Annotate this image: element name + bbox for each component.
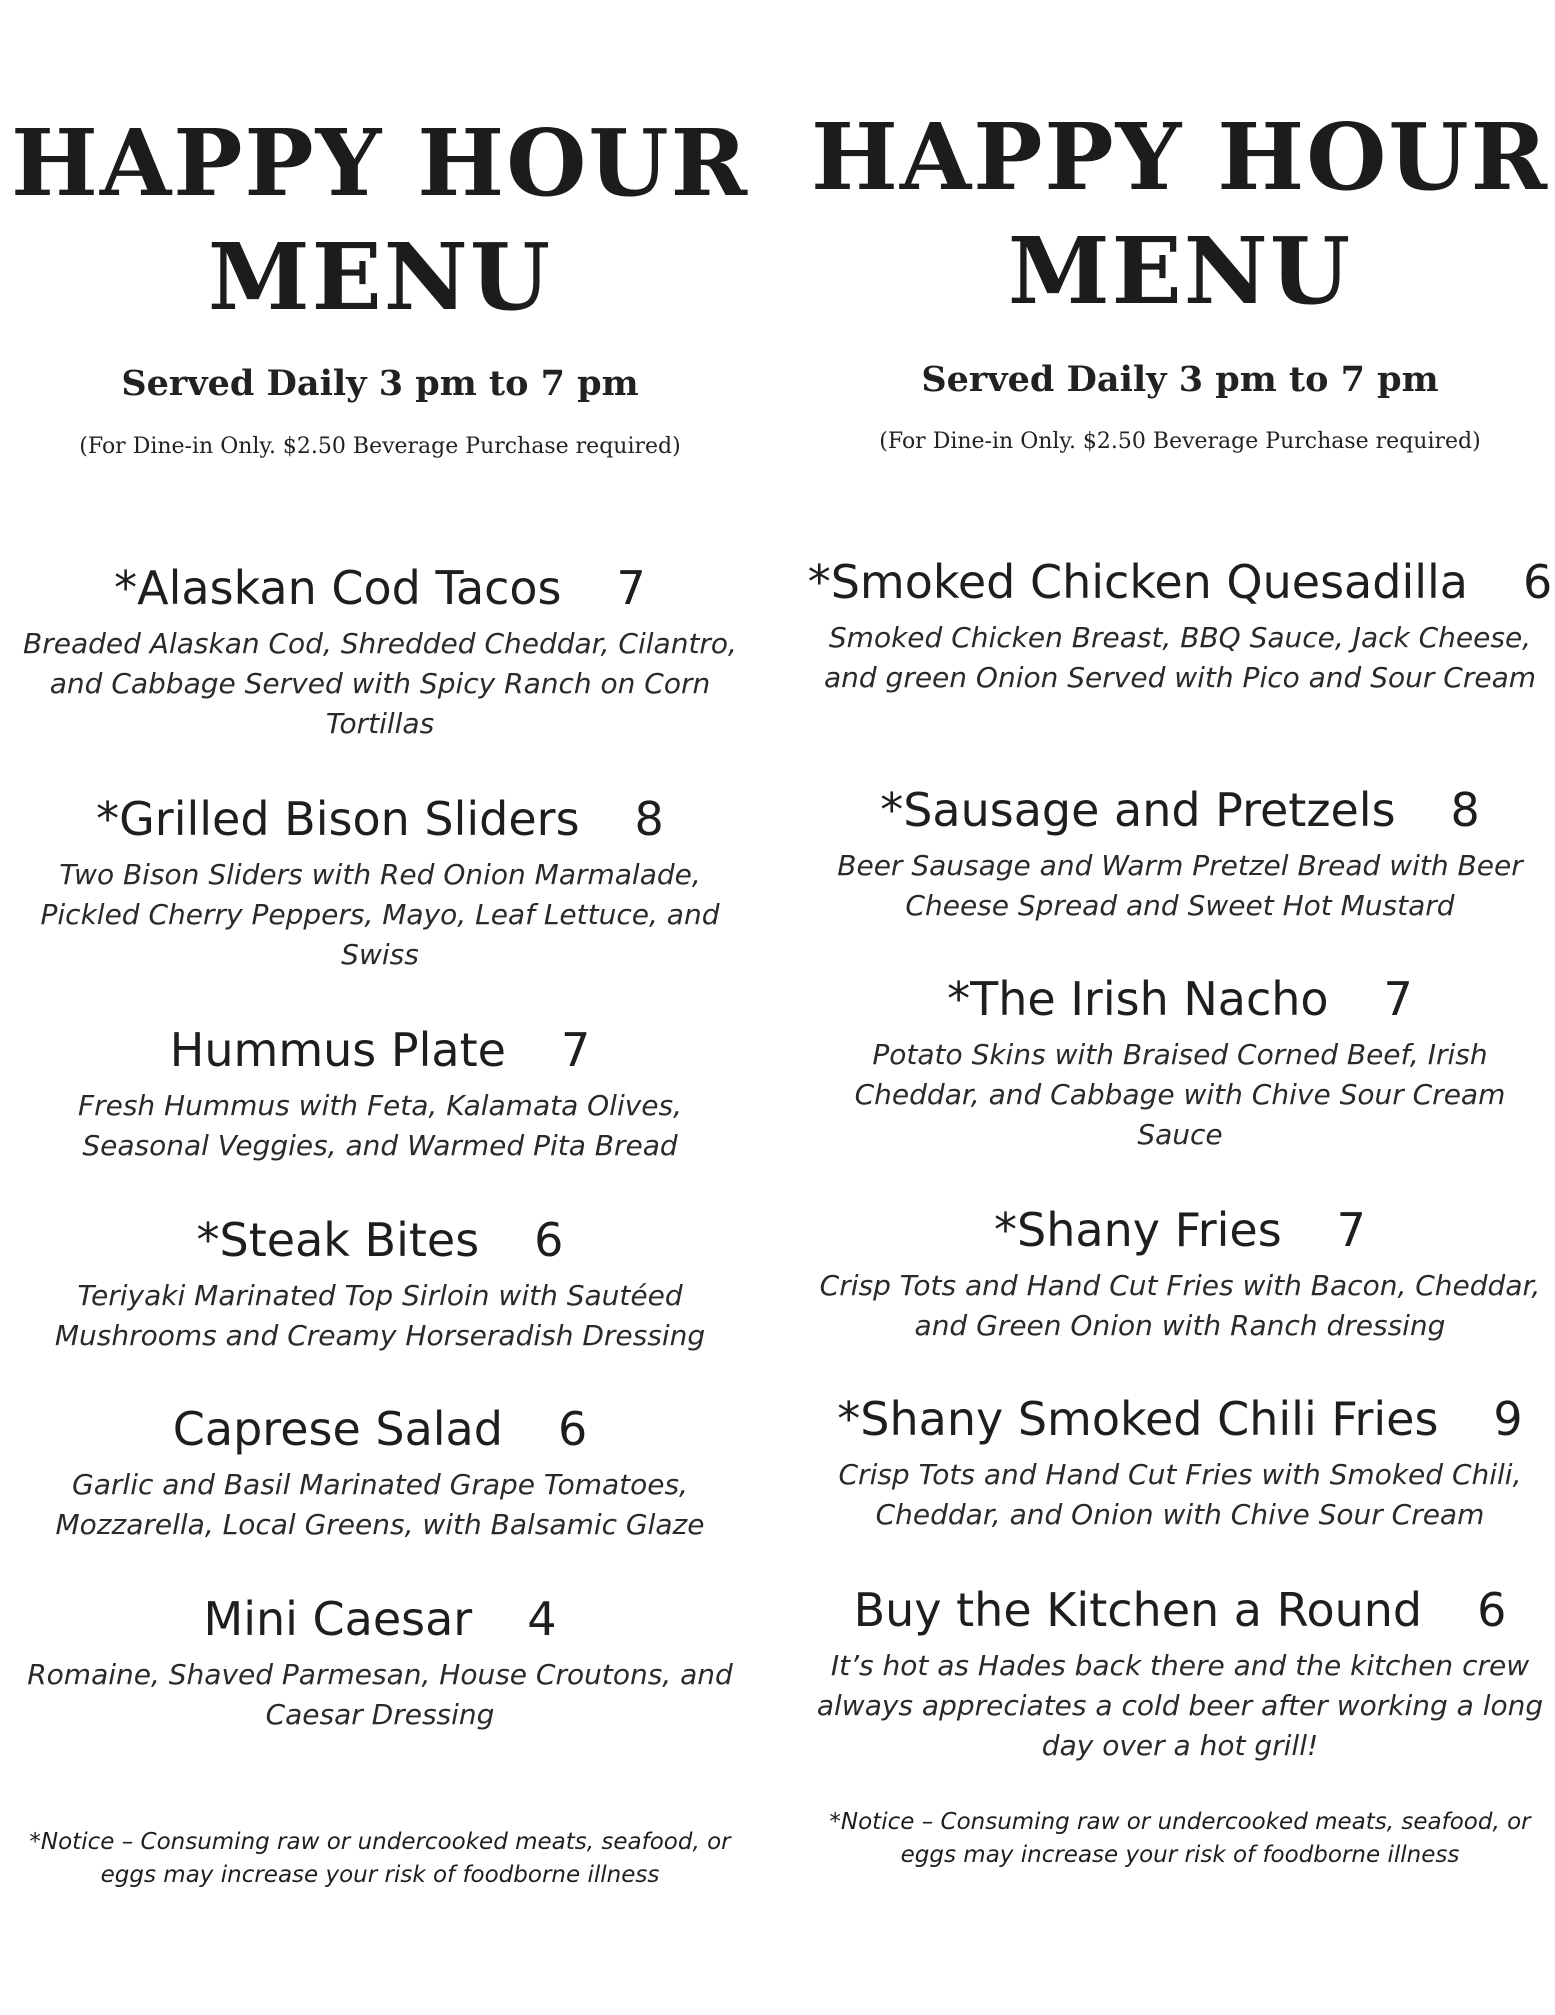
- item-name: *Grilled Bison Sliders: [96, 792, 580, 846]
- menu-item: [5, 1020, 755, 1166]
- left-title: [5, 106, 755, 334]
- item-price: 7: [1383, 972, 1413, 1026]
- menu-item: [5, 1210, 755, 1356]
- title-line-1: HAPPY HOUR: [810, 103, 1550, 211]
- item-name: Mini Caesar: [203, 1592, 473, 1646]
- left-menu: [5, 0, 755, 2015]
- item-description: Garlic and Basil Marinated Grape Tomatoes, Mozzarella, Local Greens, with Balsamic Glaze: [55, 1468, 705, 1541]
- item-description: Potato Skins with Braised Corned Beef, Irish Cheddar, and Cabbage with Chive Sour Cream Sauce: [854, 1038, 1506, 1151]
- item-name: *Alaskan Cod Tacos: [114, 561, 562, 615]
- item-price: 9: [1493, 1392, 1523, 1446]
- item-price: 6: [1522, 555, 1553, 609]
- right-notice: [805, 1806, 1555, 1872]
- item-description: Teriyaki Marinated Top Sirloin with Sautéed Mushrooms and Creamy Horseradish Dressing: [54, 1279, 706, 1352]
- health-notice: *Notice – Consuming raw or undercooked meats, seafood, or eggs may increase your risk of foodborne illness: [829, 1809, 1531, 1868]
- menu-item: [805, 1200, 1555, 1346]
- item-name: Hummus Plate: [169, 1023, 506, 1077]
- item-price: 6: [557, 1402, 588, 1456]
- item-price: 6: [1477, 1583, 1507, 1637]
- item-description: Breaded Alaskan Cod, Shredded Cheddar, Cilantro, and Cabbage Served with Spicy Ranch on Corn Tortillas: [23, 627, 737, 740]
- item-price: 7: [616, 561, 646, 615]
- item-name: *Shany Smoked Chili Fries: [837, 1392, 1439, 1446]
- menu-item: [5, 1589, 755, 1735]
- item-name: *The Irish Nacho: [947, 972, 1329, 1026]
- item-name: Buy the Kitchen a Round: [853, 1583, 1423, 1637]
- item-price: 7: [1336, 1203, 1366, 1257]
- item-price: 7: [560, 1023, 591, 1077]
- item-description: Fresh Hummus with Feta, Kalamata Olives, Seasonal Veggies, and Warmed Pita Bread: [77, 1089, 683, 1162]
- item-name: *Smoked Chicken Quesadilla: [807, 555, 1468, 609]
- item-description: Crisp Tots and Hand Cut Fries with Smoked Chili, Cheddar, and Onion with Chive Sour Cream: [838, 1458, 1522, 1531]
- item-description: It’s hot as Hades back there and the kitchen crew always appreciates a cold beer after working a long day over a hot grill!: [816, 1649, 1544, 1762]
- menu-item: [5, 558, 755, 744]
- menu-item: [5, 789, 755, 975]
- served-hours: Served Daily 3 pm to 7 pm: [121, 363, 639, 404]
- title-line-2: MENU: [1007, 217, 1353, 325]
- item-price: 4: [527, 1592, 557, 1646]
- served-hours: Served Daily 3 pm to 7 pm: [921, 359, 1439, 400]
- health-notice: *Notice – Consuming raw or undercooked meats, seafood, or eggs may increase your risk of foodborne illness: [29, 1829, 731, 1888]
- item-description: Smoked Chicken Breast, BBQ Sauce, Jack Cheese, and green Onion Served with Pico and Sour Cream: [823, 621, 1537, 694]
- menu-item: [805, 552, 1555, 698]
- item-price: 8: [1450, 783, 1480, 837]
- right-title: [805, 100, 1555, 328]
- menu-item: [805, 1580, 1555, 1766]
- item-price: 6: [534, 1213, 564, 1267]
- item-name: Caprese Salad: [172, 1402, 503, 1456]
- menu-item: [805, 969, 1555, 1155]
- title-line-1: HAPPY HOUR: [10, 109, 750, 217]
- left-served: [5, 362, 755, 406]
- right-served: [805, 358, 1555, 402]
- item-name: *Steak Bites: [196, 1213, 480, 1267]
- right-note: [805, 427, 1555, 457]
- menu-item: [805, 780, 1555, 926]
- left-notice: [5, 1826, 755, 1892]
- item-description: Two Bison Sliders with Red Onion Marmalade, Pickled Cherry Peppers, Mayo, Leaf Lettuce, and Swiss: [40, 858, 720, 971]
- menu-item: [805, 1389, 1555, 1535]
- right-menu: [805, 0, 1555, 2015]
- item-description: Beer Sausage and Warm Pretzel Bread with Beer Cheese Spread and Sweet Hot Mustard: [837, 849, 1523, 922]
- item-description: Crisp Tots and Hand Cut Fries with Bacon, Cheddar, and Green Onion with Ranch dressing: [819, 1269, 1541, 1342]
- dine-in-note: (For Dine-in Only. $2.50 Beverage Purchase required): [879, 429, 1481, 454]
- item-name: *Sausage and Pretzels: [880, 783, 1396, 837]
- dine-in-note: (For Dine-in Only. $2.50 Beverage Purchase required): [79, 434, 681, 459]
- left-note: [5, 432, 755, 462]
- item-price: 8: [634, 792, 664, 846]
- title-line-2: MENU: [207, 223, 553, 331]
- menu-item: [5, 1399, 755, 1545]
- item-name: *Shany Fries: [994, 1203, 1282, 1257]
- item-description: Romaine, Shaved Parmesan, House Croutons, and Caesar Dressing: [27, 1658, 733, 1731]
